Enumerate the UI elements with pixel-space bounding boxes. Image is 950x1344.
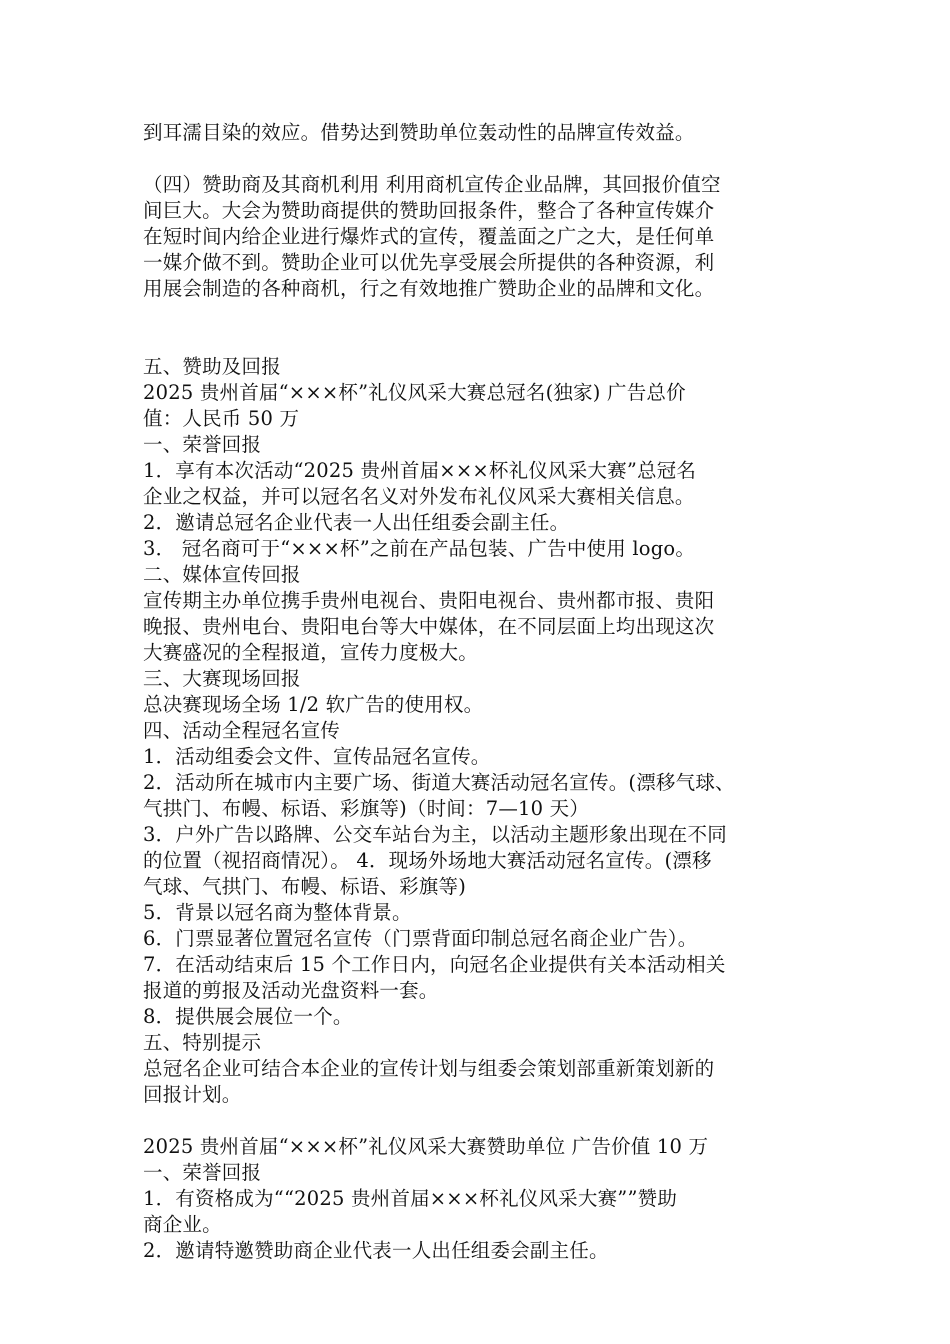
text-line: 到耳濡目染的效应。借势达到赞助单位轰动性的品牌宣传效益。 [143, 121, 695, 144]
subsection-heading: 一、荣誉回报 [143, 433, 262, 456]
text-line: 值：人民币 50 万 [143, 407, 300, 430]
title-sponsor-package [143, 380, 813, 1108]
document-body [143, 120, 813, 1264]
text-line: 回报计划。 [143, 1083, 242, 1106]
text-line: 2025 贵州首届“×××杯”礼仪风采大赛赞助单位 广告价值 10 万 [143, 1135, 709, 1158]
text-line: 的位置（视招商情况）。 4．现场外场地大赛活动冠名宣传。(漂移 [143, 849, 712, 872]
text-line: 大赛盛况的全程报道，宣传力度极大。 [143, 641, 478, 664]
text-line: 2025 贵州首届“×××杯”礼仪风采大赛总冠名(独家) 广告总价 [143, 381, 686, 404]
text-line: 2．活动所在城市内主要广场、街道大赛活动冠名宣传。(漂移气球、 [143, 771, 735, 794]
text-line: 3．户外广告以路牌、公交车站台为主，以活动主题形象出现在不同 [143, 823, 727, 846]
text-line: 一媒介做不到。赞助企业可以优先享受展会所提供的各种资源，利 [143, 251, 715, 274]
text-line: 宣传期主办单位携手贵州电视台、贵阳电视台、贵州都市报、贵阳 [143, 589, 715, 612]
text-line: 1．活动组委会文件、宣传品冠名宣传。 [143, 745, 491, 768]
text-line: 6．门票显著位置冠名宣传（门票背面印制总冠名商企业广告）。 [143, 927, 698, 950]
text-line: 1．有资格成为““2025 贵州首届×××杯礼仪风采大赛””赞助 [143, 1187, 678, 1210]
text-line: 用展会制造的各种商机，行之有效地推广赞助企业的品牌和文化。 [143, 277, 715, 300]
text-line: 1．享有本次活动“2025 贵州首届×××杯礼仪风采大赛”总冠名 [143, 459, 697, 482]
section-title-sponsorship-rewards [143, 354, 813, 380]
text-line: 晚报、贵州电台、贵阳电台等大中媒体，在不同层面上均出现这次 [143, 615, 715, 638]
text-line: 气拱门、布幔、标语、彩旗等)（时间：7—10 天） [143, 797, 590, 820]
text-line: 商企业。 [143, 1213, 222, 1236]
section-heading: 五、赞助及回报 [143, 355, 281, 378]
text-line: 总冠名企业可结合本企业的宣传计划与组委会策划部重新策划新的 [143, 1057, 715, 1080]
subsection-heading: 四、活动全程冠名宣传 [143, 719, 341, 742]
text-line: 5．背景以冠名商为整体背景。 [143, 901, 412, 924]
paragraph-brand-effect [143, 120, 813, 146]
subsection-heading: 三、大赛现场回报 [143, 667, 301, 690]
text-line: 气球、气拱门、布幔、标语、彩旗等) [143, 875, 467, 898]
paragraph-sponsor-opportunities [143, 172, 813, 302]
text-line: 总决赛现场全场 1/2 软广告的使用权。 [143, 693, 484, 716]
subsection-heading: 五、特别提示 [143, 1031, 262, 1054]
text-line: 企业之权益，并可以冠名名义对外发布礼仪风采大赛相关信息。 [143, 485, 695, 508]
text-line: 8．提供展会展位一个。 [143, 1005, 353, 1028]
text-line: 7．在活动结束后 15 个工作日内，向冠名企业提供有关本活动相关 [143, 953, 726, 976]
text-line: 在短时间内给企业进行爆炸式的宣传，覆盖面之广之大，是任何单 [143, 225, 715, 248]
text-line: 报道的剪报及活动光盘资料一套。 [143, 979, 439, 1002]
subsection-heading: 一、荣誉回报 [143, 1161, 262, 1184]
text-line: 2．邀请总冠名企业代表一人出任组委会副主任。 [143, 511, 570, 534]
subsection-heading: 二、媒体宣传回报 [143, 563, 301, 586]
text-line: 间巨大。大会为赞助商提供的赞助回报条件，整合了各种宣传媒介 [143, 199, 715, 222]
text-line: （四）赞助商及其商机利用 利用商机宣传企业品牌，其回报价值空 [143, 173, 721, 196]
sponsor-unit-package [143, 1134, 813, 1264]
text-line: 2．邀请特邀赞助商企业代表一人出任组委会副主任。 [143, 1239, 609, 1262]
text-line: 3． 冠名商可于“×××杯”之前在产品包装、广告中使用 logo。 [143, 537, 696, 560]
